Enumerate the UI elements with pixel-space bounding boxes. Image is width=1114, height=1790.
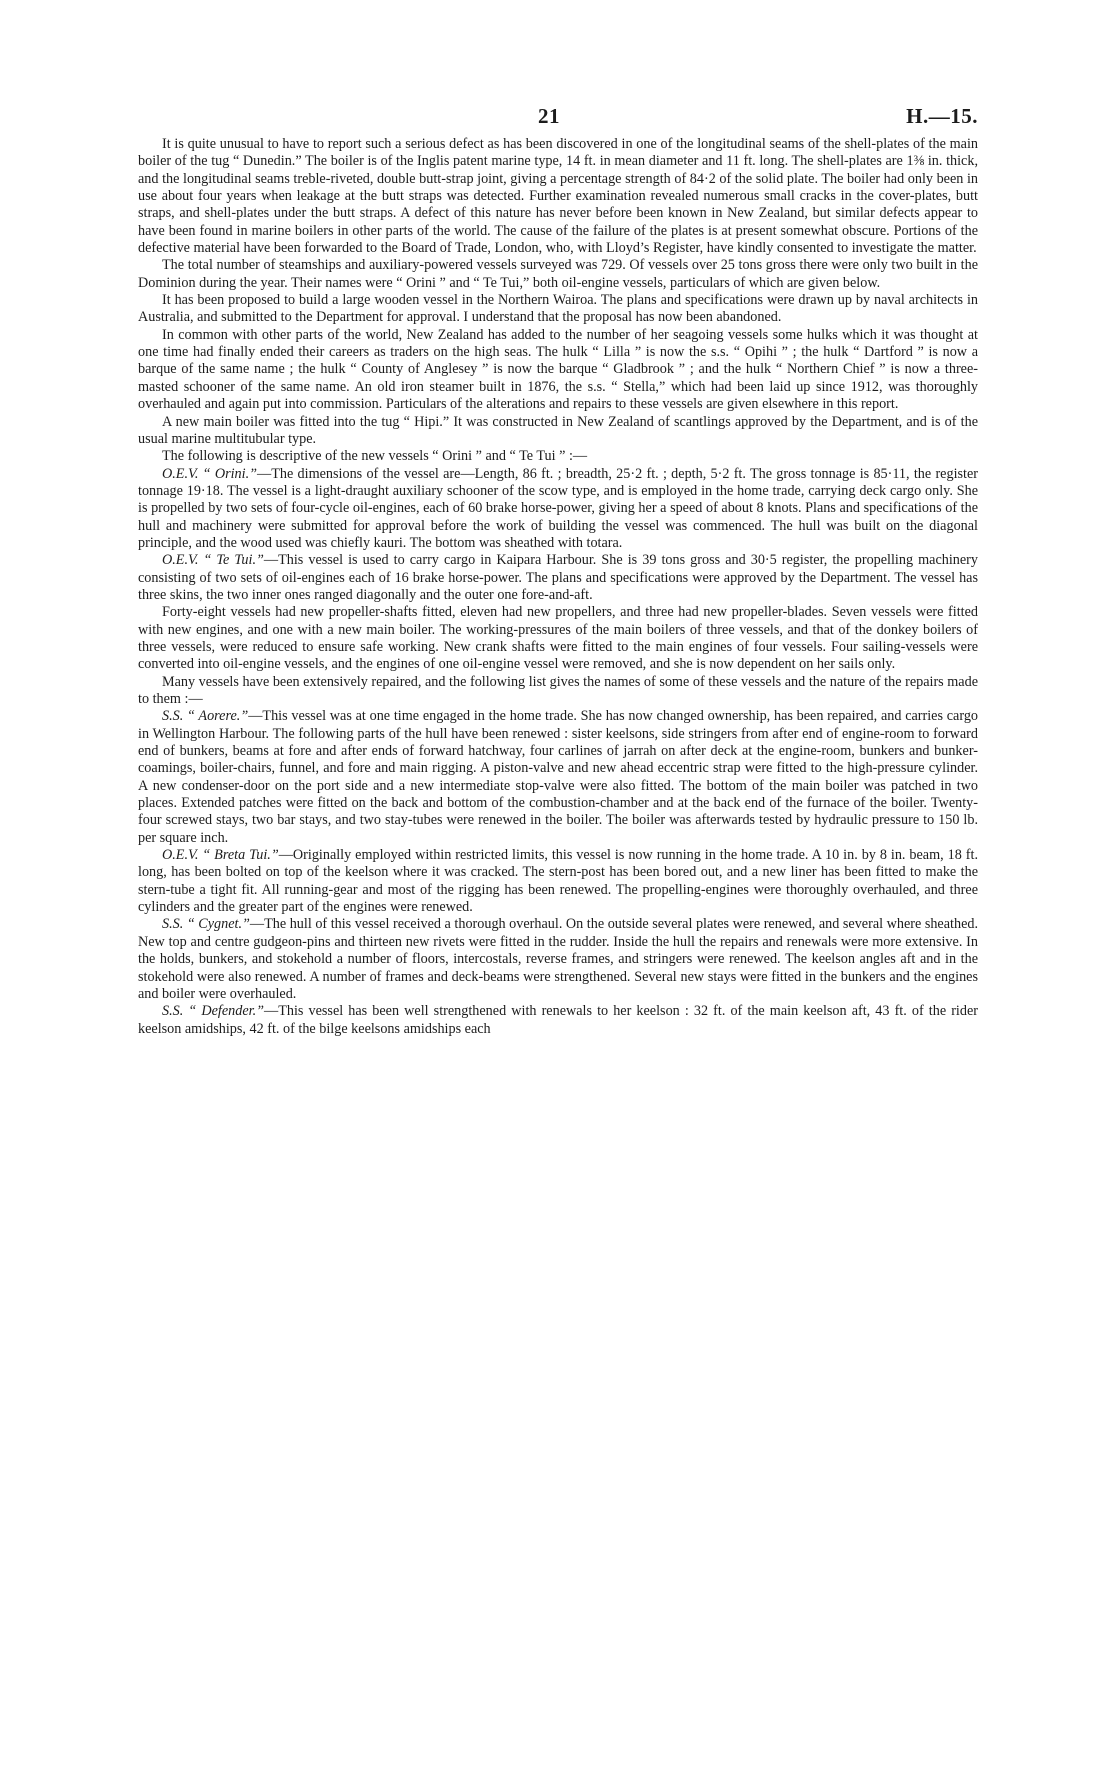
- paragraph-propeller-shafts: Forty-eight vessels had new propeller-shafts fitted, eleven had new propellers, and three had new propeller-blades. Seven vessels were fitted with new engines, and one with a new main boiler. The working-pressures of the main boilers of three vessels, and that of the donkey boilers of three vessels, were reduced to ensure safe working. New crank shafts were fitted to the main engines of four vessels. Four sailing-vessels were converted into oil-engine vessels, and the engines of one oil-engine vessel were removed, and she is now dependent on her sails only.: [138, 604, 978, 673]
- vessel-heading: S.S. “ Aorere.”: [162, 708, 249, 725]
- paragraph-cygnet: S.S. “ Cygnet.”—The hull of this vessel received a thorough overhaul. On the outside several plates were renewed, and several where sheathed. New top and centre gudgeon-pins and thirteen new rivets were fitted in the rudder. Inside the hull the repairs and renewals were more extensive. In the holds, bunkers, and stokehold a number of floors, intercostals, reverse frames, and stringers were renewed. The keelson angles aft and in the stokehold were also renewed. A number of frames and deck-beams were strengthened. Several new stays were fitted in the bunkers and the engines and boiler were overhauled.: [138, 916, 979, 1002]
- vessel-heading: S.S. “ Cygnet.”: [162, 916, 250, 933]
- page-number: 21: [538, 104, 560, 128]
- paragraph-vessels-surveyed: The total number of steamships and auxiliary-powered vessels surveyed was 729. Of vessels over 25 tons gross there were only two built in the Dominion during the year. Their names were “ Orini ” and “ Te Tui,” both oil-engine vessels, particulars of which are given below.: [138, 257, 978, 291]
- vessel-heading: O.E.V. “ Orini.”: [162, 465, 258, 482]
- paragraph-dunedin-boiler: It is quite unusual to have to report such a serious defect as has been discovered in one of the longitudinal seams of the shell-plates of the main boiler of the tug “ Dunedin.” The boiler is of the Inglis patent marine type, 14 ft. in mean diameter and 11 ft. long. The shell-plates are 1⅜ in. thick, and the longitudinal seams treble-riveted, double butt-strap joint, giving a percentage strength of 84·2 of the solid plate. The boiler had only been in use about four years when leakage at the butt straps was detected. Further examination revealed numerous small cracks in the cover-plates, butt straps, and shell-plates under the butt straps. A defect of this nature has never before been known in New Zealand, but similar defects appear to have been found in marine boilers in other parts of the world. The cause of the failure of the plates is at present somewhat obscure. Portions of the defective material have been forwarded to the Board of Trade, London, who, with Lloyd’s Register, have kindly consented to investigate the matter.: [138, 136, 978, 257]
- paragraph-hipi-boiler: A new main boiler was fitted into the tug “ Hipi.” It was constructed in New Zealand of scantlings approved by the Department, and is of the usual marine multitubular type.: [138, 413, 978, 447]
- paragraph-new-vessels-intro: The following is descriptive of the new vessels “ Orini ” and “ Te Tui ” :—: [162, 448, 588, 465]
- vessel-heading: S.S. “ Defender.”: [162, 1003, 265, 1020]
- page-header: [138, 96, 978, 136]
- report-body: [138, 136, 978, 1038]
- paragraph-repairs-intro: Many vessels have been extensively repaired, and the following list gives the names of some of these vessels and the nature of the repairs made to them :—: [138, 673, 978, 707]
- vessel-heading: O.E.V. “ Breta Tui.”: [162, 847, 279, 864]
- paragraph-aorere: S.S. “ Aorere.”—This vessel was at one time engaged in the home trade. She has now changed ownership, has been repaired, and carries cargo in Wellington Harbour. The following parts of the hull have been renewed : sister keelsons, side stringers from after end of engine-room to forward end of bunkers, beams at fore and after ends of forward hatchway, four carlines of jarrah on after deck at the engine-room, bunkers and bunker-coamings, boiler-chairs, funnel, and fore and main rigging. A piston-valve and new ahead eccentric strap were fitted to the high-pressure cylinder. A new condenser-door on the port side and a new intermediate stop-valve were also fitted. The bottom of the main boiler was patched in two places. Extended patches were fitted on the back and bottom of the combustion-chamber and at the back end of the furnace of the boiler. Twenty-four screwed stays, two bar stays, and two stay-tubes were renewed in the boiler. The boiler was afterwards tested by hydraulic pressure to 150 lb. per square inch.: [138, 708, 979, 846]
- paragraph-breta-tui: O.E.V. “ Breta Tui.”—Originally employed within restricted limits, this vessel is now running in the home trade. A 10 in. by 8 in. beam, 18 ft. long, has been bolted on top of the keelson where it was cracked. The stern-post has been bored out, and a new liner has been fitted to make the stern-tube a tight fit. All running-gear and most of the rigging has been renewed. The propelling-engines were thoroughly overhauled, and three cylinders and the greater part of the engines were renewed.: [138, 847, 978, 916]
- document-reference: H.—15.: [906, 104, 978, 128]
- paragraph-te-tui: O.E.V. “ Te Tui.”—This vessel is used to carry cargo in Kaipara Harbour. She is 39 tons gross and 30·5 register, the propelling machinery consisting of two sets of oil-engines each of 16 brake horse-power. The plans and specifications were approved by the Department. The vessel has three skins, the two inner ones ranged diagonally and the outer one fore-and-aft.: [138, 552, 978, 603]
- paragraph-northern-wairoa: It has been proposed to build a large wooden vessel in the Northern Wairoa. The plans and specifications were drawn up by naval architects in Australia, and submitted to the Department for approval. I understand that the proposal has now been abandoned.: [138, 292, 978, 326]
- paragraph-orini: O.E.V. “ Orini.”—The dimensions of the vessel are—Length, 86 ft. ; breadth, 25·2 ft. ; depth, 5·2 ft. The gross tonnage is 85·11, the register tonnage 19·18. The vessel is a light-draught auxiliary schooner of the scow type, and is employed in the home trade, carrying deck cargo only. She is propelled by two sets of four-cycle oil-engines, each of 60 brake horse-power, giving her a speed of about 8 knots. Plans and specifications of the hull and machinery were submitted for approval before the work of building the vessel was commenced. The hull was built on the diagonal principle, and the wood used was chiefly kauri. The bottom was sheathed with totara.: [138, 465, 978, 551]
- document-page: [138, 96, 978, 1038]
- paragraph-hulks: In common with other parts of the world, New Zealand has added to the number of her seagoing vessels some hulks which it was thought at one time had finally ended their careers as traders on the high seas. The hulk “ Lilla ” is now the s.s. “ Opihi ” ; the hulk “ Dartford ” is now a barque of the same name ; the hulk “ County of Anglesey ” is now the barque “ Gladbrook ” ; and the hulk “ Northern Chief ” is now a three-masted schooner of the same name. An old iron steamer built in 1876, the s.s. “ Stella,” which had been laid up since 1912, was thoroughly overhauled and again put into commission. Particulars of the alterations and repairs to these vessels are given elsewhere in this report.: [138, 326, 978, 413]
- vessel-heading: O.E.V. “ Te Tui.”: [162, 552, 264, 569]
- paragraph-defender: S.S. “ Defender.”—This vessel has been well strengthened with renewals to her keelson : 32 ft. of the main keelson aft, 43 ft. of the rider keelson amidships, 42 ft. of the bilge keelsons amidships each: [138, 1003, 978, 1037]
